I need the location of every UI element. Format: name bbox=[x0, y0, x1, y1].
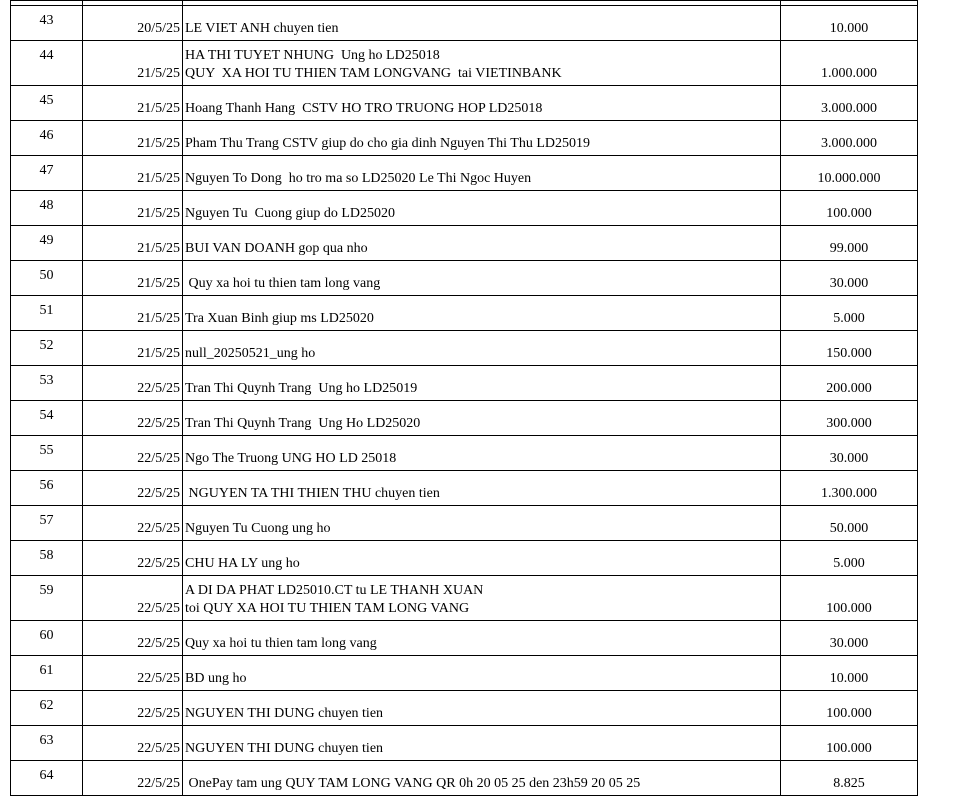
table-row bbox=[11, 261, 918, 296]
date-cell: 22/5/25 bbox=[83, 436, 183, 471]
description-line: Tran Thi Quynh Trang Ung ho LD25019 bbox=[185, 381, 418, 396]
amount-cell: 10.000.000 bbox=[781, 156, 918, 191]
row-number-cell: 53 bbox=[11, 366, 83, 401]
date-cell: 21/5/25 bbox=[83, 226, 183, 261]
date-cell: 21/5/25 bbox=[83, 331, 183, 366]
row-number-cell: 51 bbox=[11, 296, 83, 331]
description-cell bbox=[183, 656, 781, 691]
table-row bbox=[11, 761, 918, 796]
date-cell: 21/5/25 bbox=[83, 191, 183, 226]
amount-cell: 8.825 bbox=[781, 761, 918, 796]
description-cell bbox=[183, 121, 781, 156]
row-number-cell: 46 bbox=[11, 121, 83, 156]
date-cell: 22/5/25 bbox=[83, 621, 183, 656]
table-row bbox=[11, 41, 918, 86]
ledger-body bbox=[11, 1, 918, 796]
row-number-cell: 49 bbox=[11, 226, 83, 261]
row-number-cell: 59 bbox=[11, 576, 83, 621]
donation-ledger-sheet bbox=[10, 0, 917, 796]
description-line: Nguyen Tu Cuong ung ho bbox=[185, 521, 331, 536]
description-cell bbox=[183, 331, 781, 366]
description-cell bbox=[183, 191, 781, 226]
description-line: NGUYEN TA THI THIEN THU chuyen tien bbox=[185, 486, 440, 501]
table-row bbox=[11, 366, 918, 401]
description-line: BUI VAN DOANH gop qua nho bbox=[185, 241, 368, 256]
amount-cell: 100.000 bbox=[781, 576, 918, 621]
date-cell: 22/5/25 bbox=[83, 761, 183, 796]
amount-cell: 1.000.000 bbox=[781, 41, 918, 86]
amount-cell: 5.000 bbox=[781, 296, 918, 331]
donation-ledger-table bbox=[10, 0, 918, 796]
table-row bbox=[11, 541, 918, 576]
description-line: Quy xa hoi tu thien tam long vang bbox=[185, 636, 377, 651]
description-cell bbox=[183, 41, 781, 86]
description-cell bbox=[183, 401, 781, 436]
date-cell: 21/5/25 bbox=[83, 86, 183, 121]
row-number-cell: 48 bbox=[11, 191, 83, 226]
row-number-cell: 55 bbox=[11, 436, 83, 471]
date-cell: 21/5/25 bbox=[83, 156, 183, 191]
description-line: Hoang Thanh Hang CSTV HO TRO TRUONG HOP LD25018 bbox=[185, 101, 543, 116]
description-line: HA THI TUYET NHUNG Ung ho LD25018 bbox=[185, 48, 440, 63]
description-line: toi QUY XA HOI TU THIEN TAM LONG VANG bbox=[185, 601, 470, 616]
amount-cell: 100.000 bbox=[781, 191, 918, 226]
description-cell bbox=[183, 261, 781, 296]
amount-cell: 99.000 bbox=[781, 226, 918, 261]
row-number-cell: 62 bbox=[11, 691, 83, 726]
description-line: OnePay tam ung QUY TAM LONG VANG QR 0h 20 05 25 den 23h59 20 05 25 bbox=[185, 776, 641, 791]
table-row bbox=[11, 471, 918, 506]
description-cell bbox=[183, 621, 781, 656]
description-cell bbox=[183, 436, 781, 471]
row-number-cell: 58 bbox=[11, 541, 83, 576]
date-cell: 22/5/25 bbox=[83, 471, 183, 506]
date-cell: 21/5/25 bbox=[83, 296, 183, 331]
amount-cell: 3.000.000 bbox=[781, 121, 918, 156]
description-cell bbox=[183, 691, 781, 726]
row-number-cell: 45 bbox=[11, 86, 83, 121]
table-row bbox=[11, 726, 918, 761]
amount-cell: 1.300.000 bbox=[781, 471, 918, 506]
date-cell: 20/5/25 bbox=[83, 6, 183, 41]
amount-cell: 30.000 bbox=[781, 436, 918, 471]
description-line: LE VIET ANH chuyen tien bbox=[185, 21, 339, 36]
description-cell bbox=[183, 506, 781, 541]
row-number-cell: 47 bbox=[11, 156, 83, 191]
description-cell bbox=[183, 296, 781, 331]
table-row bbox=[11, 86, 918, 121]
description-cell bbox=[183, 366, 781, 401]
date-cell: 22/5/25 bbox=[83, 656, 183, 691]
table-row bbox=[11, 191, 918, 226]
amount-cell: 3.000.000 bbox=[781, 86, 918, 121]
amount-cell: 5.000 bbox=[781, 541, 918, 576]
table-row bbox=[11, 156, 918, 191]
date-cell: 21/5/25 bbox=[83, 261, 183, 296]
description-line: Nguyen Tu Cuong giup do LD25020 bbox=[185, 206, 396, 221]
amount-cell: 100.000 bbox=[781, 726, 918, 761]
description-cell bbox=[183, 6, 781, 41]
description-cell bbox=[183, 576, 781, 621]
date-cell: 22/5/25 bbox=[83, 506, 183, 541]
date-cell: 22/5/25 bbox=[83, 541, 183, 576]
amount-cell: 50.000 bbox=[781, 506, 918, 541]
table-row bbox=[11, 576, 918, 621]
date-cell: 22/5/25 bbox=[83, 726, 183, 761]
row-number-cell: 52 bbox=[11, 331, 83, 366]
description-line: Ngo The Truong UNG HO LD 25018 bbox=[185, 451, 397, 466]
row-number-cell: 60 bbox=[11, 621, 83, 656]
row-number-cell: 43 bbox=[11, 6, 83, 41]
description-line: Tran Thi Quynh Trang Ung Ho LD25020 bbox=[185, 416, 421, 431]
description-line: NGUYEN THI DUNG chuyen tien bbox=[185, 741, 384, 756]
description-cell bbox=[183, 86, 781, 121]
table-row bbox=[11, 656, 918, 691]
date-cell: 22/5/25 bbox=[83, 576, 183, 621]
table-row bbox=[11, 691, 918, 726]
table-row bbox=[11, 436, 918, 471]
amount-cell: 10.000 bbox=[781, 656, 918, 691]
row-number-cell: 54 bbox=[11, 401, 83, 436]
table-row bbox=[11, 6, 918, 41]
date-cell: 22/5/25 bbox=[83, 401, 183, 436]
description-cell bbox=[183, 761, 781, 796]
amount-cell: 30.000 bbox=[781, 261, 918, 296]
date-cell: 21/5/25 bbox=[83, 121, 183, 156]
description-cell bbox=[183, 726, 781, 761]
date-cell: 22/5/25 bbox=[83, 366, 183, 401]
description-cell bbox=[183, 541, 781, 576]
table-row bbox=[11, 506, 918, 541]
amount-cell: 100.000 bbox=[781, 691, 918, 726]
table-row bbox=[11, 331, 918, 366]
table-row bbox=[11, 296, 918, 331]
row-number-cell: 50 bbox=[11, 261, 83, 296]
description-line: A DI DA PHAT LD25010.CT tu LE THANH XUAN bbox=[185, 583, 484, 598]
table-row bbox=[11, 121, 918, 156]
description-line: CHU HA LY ung ho bbox=[185, 556, 300, 571]
description-line: Quy xa hoi tu thien tam long vang bbox=[185, 276, 381, 291]
row-number-cell: 57 bbox=[11, 506, 83, 541]
amount-cell: 30.000 bbox=[781, 621, 918, 656]
row-number-cell: 56 bbox=[11, 471, 83, 506]
amount-cell: 150.000 bbox=[781, 331, 918, 366]
description-cell bbox=[183, 226, 781, 261]
amount-cell: 300.000 bbox=[781, 401, 918, 436]
table-row bbox=[11, 401, 918, 436]
amount-cell: 200.000 bbox=[781, 366, 918, 401]
description-line: null_20250521_ung ho bbox=[185, 346, 316, 361]
description-line: NGUYEN THI DUNG chuyen tien bbox=[185, 706, 384, 721]
row-number-cell: 44 bbox=[11, 41, 83, 86]
description-cell bbox=[183, 471, 781, 506]
date-cell: 21/5/25 bbox=[83, 41, 183, 86]
date-cell: 22/5/25 bbox=[83, 691, 183, 726]
description-line: QUY XA HOI TU THIEN TAM LONGVANG tai VIETINBANK bbox=[185, 66, 562, 81]
amount-cell: 10.000 bbox=[781, 6, 918, 41]
row-number-cell: 64 bbox=[11, 761, 83, 796]
description-line: Pham Thu Trang CSTV giup do cho gia dinh Nguyen Thi Thu LD25019 bbox=[185, 136, 590, 151]
table-row bbox=[11, 621, 918, 656]
table-row bbox=[11, 226, 918, 261]
row-number-cell: 63 bbox=[11, 726, 83, 761]
description-line: Tra Xuan Binh giup ms LD25020 bbox=[185, 311, 374, 326]
description-line: BD ung ho bbox=[185, 671, 247, 686]
row-number-cell: 61 bbox=[11, 656, 83, 691]
description-cell bbox=[183, 156, 781, 191]
description-line: Nguyen To Dong ho tro ma so LD25020 Le Thi Ngoc Huyen bbox=[185, 171, 532, 186]
